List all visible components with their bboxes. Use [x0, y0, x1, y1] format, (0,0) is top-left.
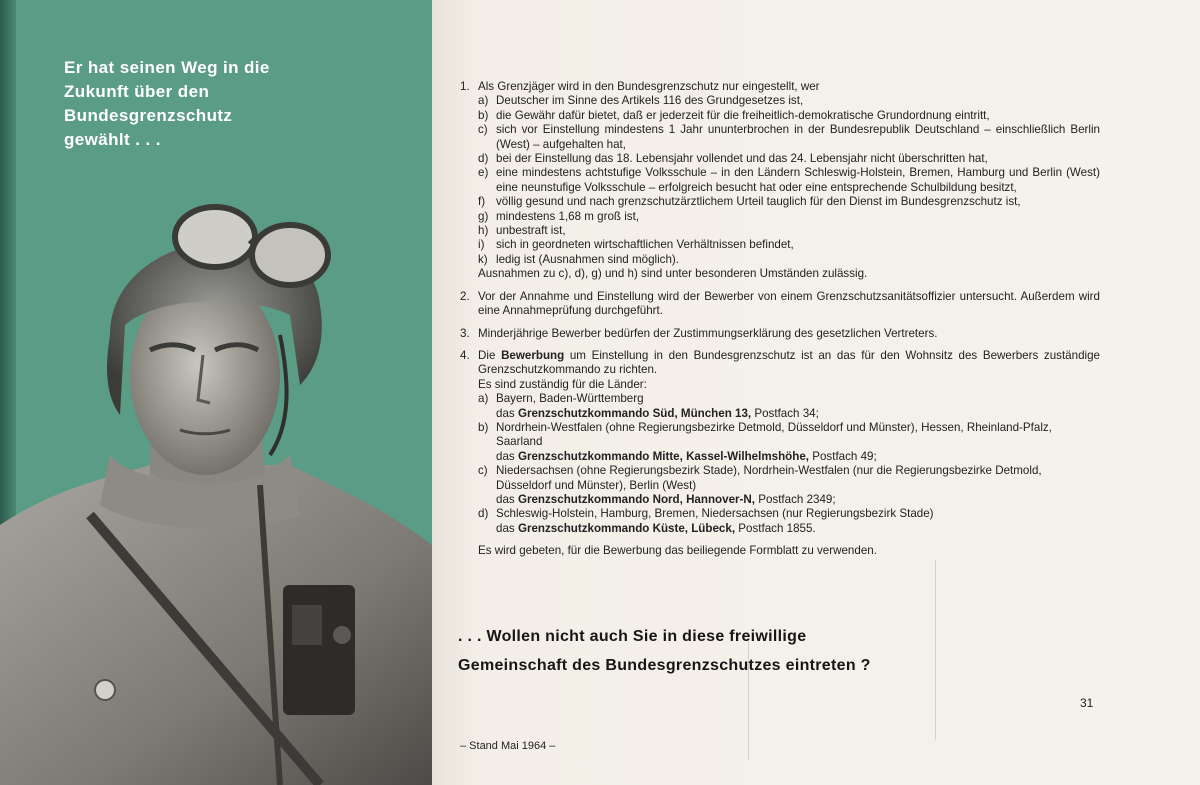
command-states: Niedersachsen (ohne Regierungsbezirk Stade), Nordrhein-Westfalen (nur die Regierungsbezirke Detmold, Düsseldorf und Münster), Berlin (West) [496, 464, 1042, 492]
section-2-text: Vor der Annahme und Einstellung wird der Bewerber von einem Grenzschutzsanitätsoffizier untersucht. Außerdem wird eine Annahmeprüfung durchgeführt. [478, 289, 1100, 318]
command-name: Grenzschutzkommando Küste, Lübeck, [517, 521, 736, 535]
closing-line: . . . Wollen nicht auch Sie in diese freiwillige [458, 628, 807, 645]
command-item [478, 421, 1100, 464]
item-letter: c) [478, 464, 488, 478]
section-number: 2. [460, 289, 470, 303]
item-letter: c) [478, 123, 488, 137]
section-number: 3. [460, 326, 470, 340]
item-text: eine mindestens achtstufige Volksschule – in den Ländern Schleswig-Holstein, Bremen, Hamburg und Berlin (West) eine neunstufige Volksschule – erfolgreich besucht hat oder eine entsprechende Schulbildung besitzt, [496, 166, 1100, 194]
left-page [0, 0, 432, 785]
command-item [478, 464, 1100, 507]
list-item [478, 166, 1100, 195]
form-note: Es wird gebeten, für die Bewerbung das beiliegende Formblatt zu verwenden. [478, 544, 877, 558]
bewerbung-bold: Bewerbung [501, 348, 565, 362]
item-letter: i) [478, 238, 485, 252]
item-text: bei der Einstellung das 18. Lebensjahr vollendet und das 24. Lebensjahr nicht überschritten hat, [496, 152, 988, 166]
command-name: Grenzschutzkommando Mitte, Kassel-Wilhelmshöhe, [517, 449, 810, 463]
text-post: um Einstellung in den Bundesgrenzschutz ist an das für den Wohnsitz des Bewerbers zuständige Grenzschutzkommando zu richten. [478, 348, 1100, 377]
das-word: das [496, 406, 515, 420]
item-letter: b) [478, 108, 489, 122]
item-text: Deutscher im Sinne des Artikels 116 des Grundgesetzes ist, [496, 94, 804, 108]
item-letter: a) [478, 392, 489, 406]
section-number: 1. [460, 80, 470, 93]
das-word: das [496, 521, 515, 535]
command-item [478, 392, 1100, 421]
page-number: 31 [1080, 696, 1094, 710]
closing-line: Gemeinschaft des Bundesgrenzschutzes eintreten ? [458, 657, 871, 674]
item-letter: a) [478, 94, 489, 108]
postfach: Postfach 49; [812, 449, 877, 463]
item-letter: h) [478, 224, 489, 238]
command-name: Grenzschutzkommando Nord, Hannover-N, [517, 492, 755, 506]
item-text: unbestraft ist, [496, 224, 566, 238]
item-letter: e) [478, 166, 489, 180]
section-1 [460, 80, 1100, 282]
list-item [478, 94, 1100, 108]
list-item [478, 253, 1100, 267]
list-item [478, 109, 1100, 123]
list-item [478, 210, 1100, 224]
section-4-intro [478, 349, 1100, 378]
item-text: sich in geordneten wirtschaftlichen Verhältnissen befindet, [496, 238, 794, 252]
item-letter: b) [478, 420, 489, 434]
command-states: Bayern, Baden-Württemberg [496, 392, 644, 406]
command-states: Schleswig-Holstein, Hamburg, Bremen, Niedersachsen (nur Regierungsbezirk Stade) [496, 507, 934, 521]
section-3-text: Minderjährige Bewerber bedürfen der Zustimmungserklärung des gesetzlichen Vertreters. [478, 326, 938, 340]
command-states: Nordrhein-Westfalen (ohne Regierungsbezirke Detmold, Düsseldorf und Münster), Hessen, Rheinland-Pfalz, Saarland [496, 420, 1052, 449]
exceptions-note: Ausnahmen zu c), d), g) und h) sind unter besonderen Umständen zulässig. [478, 267, 868, 281]
list-item [478, 123, 1100, 152]
postfach: Postfach 34; [754, 406, 819, 420]
item-letter: k) [478, 252, 488, 266]
soldier-photo [0, 185, 432, 785]
item-text: ledig ist (Ausnahmen sind möglich). [496, 252, 680, 266]
item-text: mindestens 1,68 m groß ist, [496, 209, 640, 223]
section-number: 4. [460, 348, 470, 362]
list-item [478, 224, 1100, 238]
headline-line: Zukunft über den [64, 82, 210, 101]
stand-date: – Stand Mai 1964 – [460, 740, 556, 752]
postfach: Postfach 2349; [758, 492, 836, 506]
postfach: Postfach 1855. [738, 521, 816, 535]
headline-line: Er hat seinen Weg in die [64, 58, 270, 77]
states-intro: Es sind zuständig für die Länder: [478, 377, 647, 391]
list-item [478, 195, 1100, 209]
command-item [478, 507, 1100, 536]
das-word: das [496, 449, 515, 463]
item-text: die Gewähr dafür bietet, daß er jederzeit für die freiheitlich-demokratische Grundordnung eintritt, [496, 108, 990, 122]
list-item [478, 238, 1100, 252]
item-letter: d) [478, 507, 489, 521]
item-text: völlig gesund und nach grenzschutzärztlichem Urteil tauglich für den Dienst im Bundesgrenzschutz ist, [496, 195, 1021, 209]
headline-line: Bundesgrenzschutz [64, 106, 233, 125]
section-1-intro: Als Grenzjäger wird in den Bundesgrenzschutz nur eingestellt, wer [478, 80, 820, 93]
item-letter: f) [478, 195, 486, 209]
command-name: Grenzschutzkommando Süd, München 13, [517, 406, 752, 420]
list-item [478, 152, 1100, 166]
item-letter: d) [478, 152, 489, 166]
section-3 [460, 327, 1100, 341]
section-4 [460, 349, 1100, 559]
text-pre: Die [478, 348, 496, 362]
item-text: sich vor Einstellung mindestens 1 Jahr ununterbrochen in der Bundesrepublik Deutschland – einschließlich Berlin (West) – aufgehalten hat, [496, 123, 1100, 151]
requirements-text [460, 80, 1100, 559]
section-2 [460, 290, 1100, 319]
headline-line: gewählt . . . [64, 130, 161, 149]
headline [64, 56, 384, 152]
item-letter: g) [478, 209, 489, 223]
das-word: das [496, 492, 515, 506]
closing-question [458, 622, 1118, 680]
